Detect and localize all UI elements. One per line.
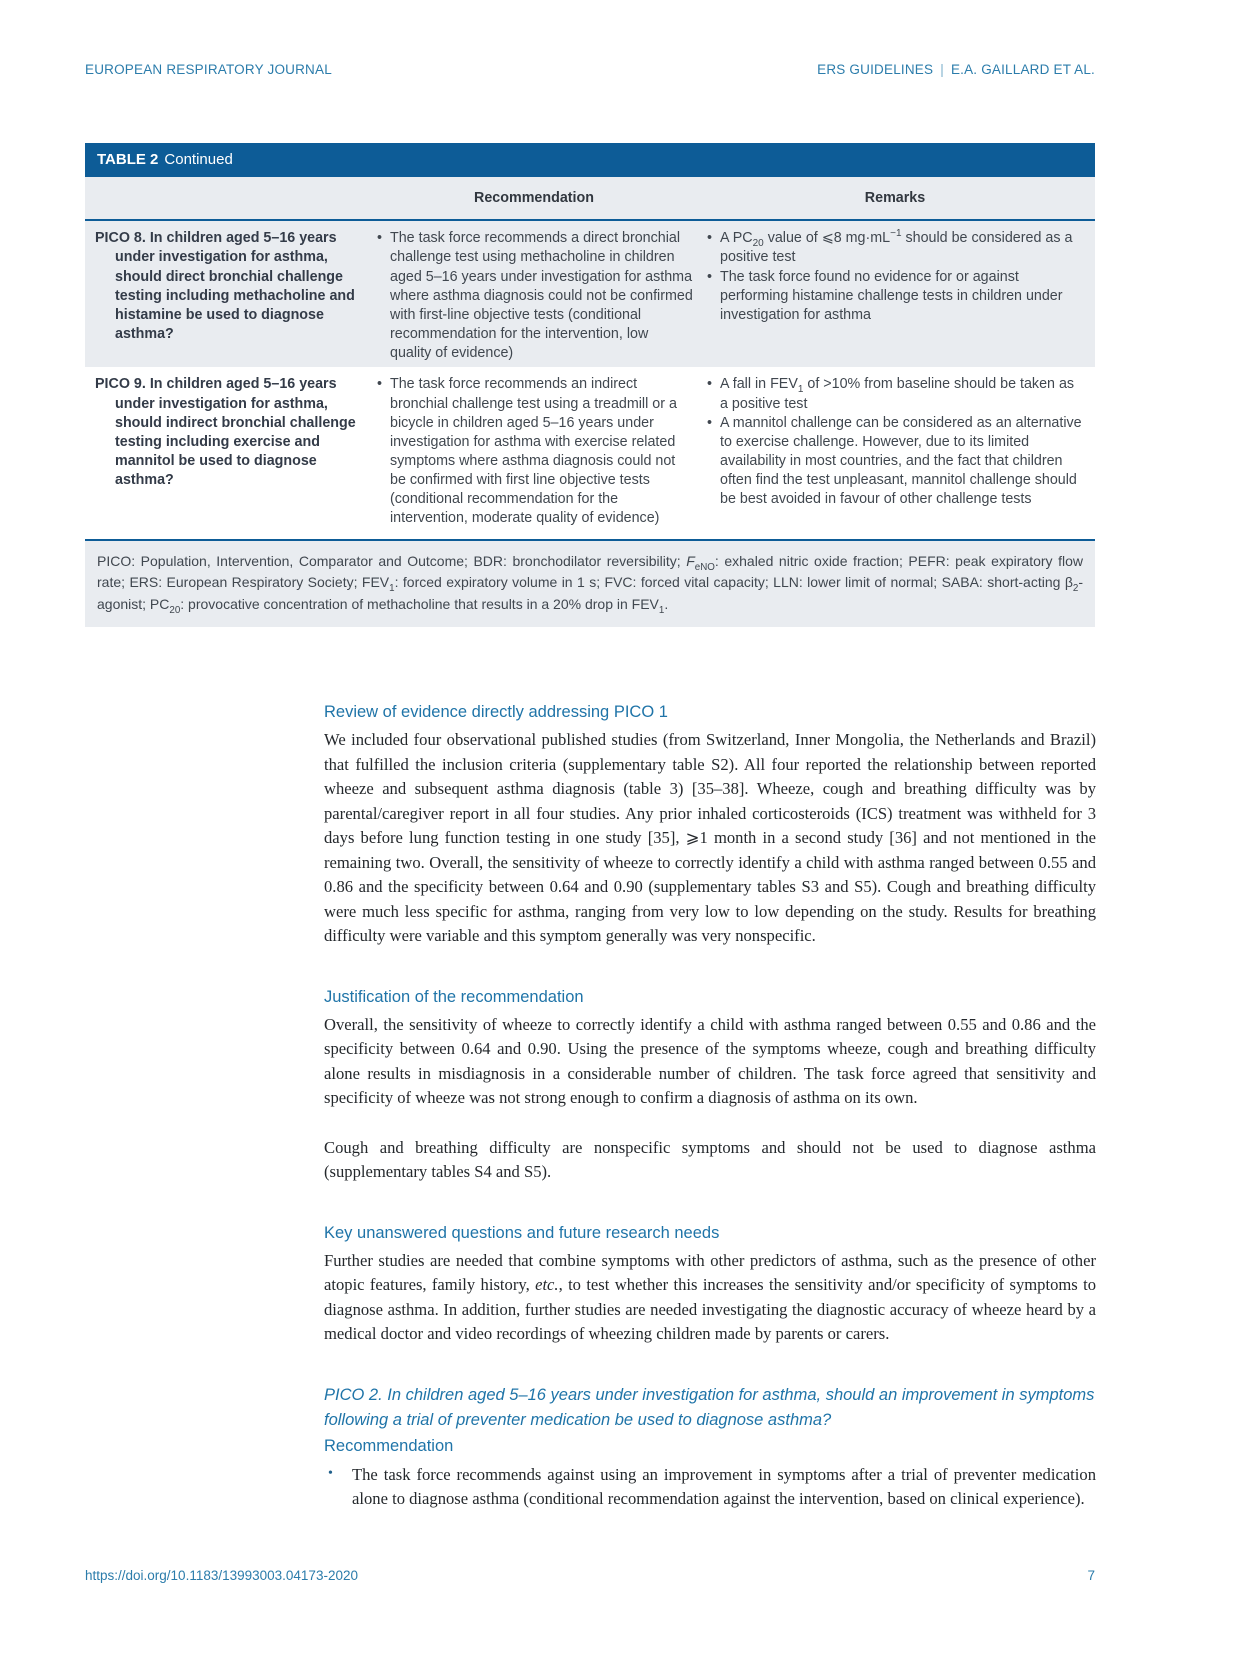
subheading-recommendation: Recommendation — [324, 1436, 454, 1455]
paragraph: Overall, the sensitivity of wheeze to correctly identify a child with asthma ranged between 0.55 and 0.86 and the specificity between 0.64 and 0.90. Using the presence of the symptoms wheeze, cough and breathing difficulty alone results in misdiagnosis in a considerable number of children. The task force agreed that sensitivity and specificity of wheeze was not strong enough to confirm a diagnosis of asthma on its own. — [324, 1014, 1096, 1107]
remark-bullet: • The task force found no evidence for or against performing histamine challenge tests in children under investigation for asthma — [705, 268, 1085, 325]
remark-bullet: • A mannitol challenge can be considered as an alternative to exercise challenge. However, due to its limited availability in most countries, and the fact that children often find the test unpleasant, mannitol challenge should be best avoided in favour of other challenge tests — [705, 414, 1085, 510]
recommendation-list — [324, 1463, 1096, 1512]
section-heading-justification: Justification of the recommendation — [324, 987, 584, 1006]
separator-bar: | — [940, 62, 944, 77]
pico8-recommendation-cell — [375, 229, 693, 363]
running-head — [85, 62, 1095, 77]
table-row-pico9 — [85, 367, 1095, 538]
table-2-continued — [85, 143, 1095, 627]
section-heading-pico2: PICO 2. In children aged 5–16 years under investigation for asthma, should an improvement in symptoms following a trial of preventer medication be used to diagnose asthma? — [324, 1385, 1095, 1429]
column-header-remarks: Remarks — [864, 190, 926, 207]
remark-bullet: • A $PC_{20}$ value of ⩽8 $mg\cdot mL^{-1}$ should be considered as a positive test — [705, 229, 1085, 267]
section-heading-review: Review of evidence directly addressing PICO 1 — [324, 703, 668, 721]
pico8-remarks-cell — [705, 229, 1085, 363]
column-header-recommendation: Recommendation — [474, 190, 594, 207]
table-title-bar — [85, 143, 1095, 177]
table-title-suffix: Continued — [164, 151, 233, 168]
article-body — [324, 700, 1096, 1512]
pico8-question: PICO 8. In children aged 5–16 years under investigation for asthma, should direct bronchial challenge testing including methacholine and histamine be used to diagnose asthma? — [95, 230, 355, 343]
paragraph: Cough and breathing difficulty are nonspecific symptoms and should not be used to diagnose asthma (supplementary tables S4 and S5). — [324, 1137, 1096, 1181]
article-series: ERS GUIDELINES — [817, 62, 934, 77]
recommendation-bullet: • The task force recommends an indirect bronchial challenge test using a treadmill or a bicycle in children aged 5–16 years under investigation for asthma with exercise related symptoms where asthma diagnosis could not be confirmed with first line objective tests (conditional recommendation for the intervention, moderate quality of evidence) — [375, 375, 693, 528]
remark-bullet: • A fall in $FEV_1$ of >10% from baseline should be taken as a positive test — [705, 375, 1085, 413]
journal-title: EUROPEAN RESPIRATORY JOURNAL — [85, 62, 332, 77]
table-footnote: PICO: Population, Intervention, Comparator and Outcome; BDR: bronchodilator reversibility; $F_{eNO}$: exhaled nitric oxide fraction; PEFR: peak expiratory flow rate; ERS: European Respiratory Society; $FEV_1$: forced expiratory volume in 1 s; FVC: forced vital capacity; LLN: lower limit of normal; SABA: short-acting $\beta_2$-agonist; $PC_{20}$: provocative concentration of methacholine that results in a 20% drop in $FEV_1$. — [85, 539, 1095, 628]
table-header-row — [85, 177, 1095, 219]
page-number: 7 — [1087, 1568, 1095, 1583]
pico9-recommendation-cell — [375, 375, 693, 528]
header-spacer — [95, 189, 363, 208]
recommendation-bullet: • The task force recommends against using an improvement in symptoms after a trial of preventer medication alone to diagnose asthma (conditional recommendation against the intervention, based on clinical experience). — [324, 1463, 1096, 1512]
paragraph: Further studies are needed that combine symptoms with other predictors of asthma, such as the presence of other atopic features, family history, etc., to test whether this increases the sensitivity and/or specificity of symptoms to diagnose asthma. In addition, further studies are needed investigating the diagnostic accuracy of wheeze heard by a medical doctor and video recordings of wheezing children made by parents or carers. — [324, 1250, 1097, 1343]
table-row-pico8 — [85, 219, 1095, 367]
paragraph: We included four observational published studies (from Switzerland, Inner Mongolia, the Netherlands and Brazil) that fulfilled the inclusion criteria (supplementary table S2). All four reported the relationship between reported wheeze and subsequent asthma diagnosis (table 3) [35–38]. Wheeze, cough and breathing difficulty was by parental/caregiver report in all four studies. Any prior inhaled corticosteroids (ICS) treatment was withheld for 3 days before lung function testing in one study [35], ⩾1 month in a second study [36] and not mentioned in the remaining two. Overall, the sensitivity of wheeze to correctly identify a child with asthma ranged between 0.55 and 0.86 and the specificity between 0.64 and 0.90 (supplementary tables S3 and S5). Cough and breathing difficulty were much less specific for asthma, ranging from very low to low depending on the study. Results for breathing difficulty were variable and this symptom generally was very nonspecific. — [324, 730, 1096, 945]
article-authors: E.A. GAILLARD ET AL. — [950, 62, 1095, 77]
recommendation-bullet: • The task force recommends a direct bronchial challenge test using methacholine in children aged 5–16 years under investigation for asthma where asthma diagnosis could not be confirmed with first-line objective tests (conditional recommendation for the intervention, low quality of evidence) — [375, 229, 693, 363]
pico9-remarks-cell — [705, 375, 1085, 528]
doi-link[interactable]: https://doi.org/10.1183/13993003.04173-2020 — [85, 1568, 358, 1583]
page-footer — [85, 1568, 1095, 1583]
article-info — [817, 62, 1095, 77]
pico9-question: PICO 9. In children aged 5–16 years under investigation for asthma, should indirect bronchial challenge testing including exercise and mannitol be used to diagnose asthma? — [95, 376, 356, 489]
table-number: TABLE 2 — [97, 151, 159, 168]
section-heading-future-research: Key unanswered questions and future research needs — [324, 1223, 720, 1242]
